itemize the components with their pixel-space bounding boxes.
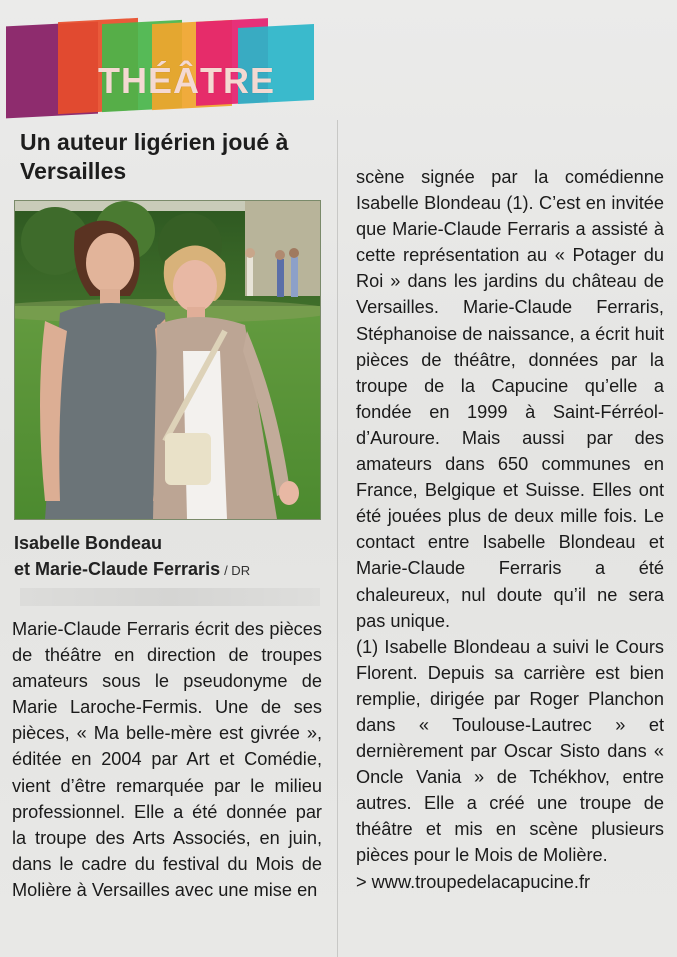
caption-line-1: Isabelle Bondeau — [14, 533, 163, 553]
web-link[interactable]: > www.troupedelacapucine.fr — [356, 871, 591, 892]
article-column-right — [356, 164, 664, 895]
article-paragraph-continued: scène signée par la comédienne Isabelle Blondeau (1). C’est en invitée que Marie-Claude Ferraris a assisté à cette représentation au « Potager du Roi » dans les jardins du château de Versailles. Marie-Claude Ferraris, Stéphanoise de naissance, a écrit huit pièces de théâtre, données par la troupe de la Capucine qu’elle a fondée en 1999 à Saint-Férréol-d’Auroure. Mais aussi par des amateurs dans 650 communes en France, Belgique et Suisse. Elles ont été jouées plus de deux mille fois. Le contact entre Isabelle Blondeau et Marie-Claude Ferraris a été chaleureux, nul doute qu’il ne sera pas unique. — [356, 167, 664, 631]
section-banner — [6, 16, 316, 120]
article-photo — [14, 200, 321, 520]
article-column-left — [12, 616, 322, 903]
photo-credit: / DR — [224, 563, 251, 578]
caption-line-2 — [14, 556, 324, 584]
footnote: (1) Isabelle Blondeau a suivi le Cours Florent. Depuis sa carrière est bien remplie, dirigée par Roger Planchon dans « Toulouse-Lautrec » et dernièrement par Oscar Sisto dans « Oncle Vania » de Tchékhov, entre autres. Elle a créé une troupe de théâtre et mis en scène plusieurs pièces pour le Mois de Molière. — [356, 636, 664, 866]
bleed-through-text — [20, 588, 320, 606]
section-title: THÉÂTRE — [98, 60, 275, 101]
photo-caption — [14, 530, 324, 584]
column-divider — [337, 120, 338, 957]
caption-line-2-text: et Marie-Claude Ferraris — [14, 559, 221, 579]
article-paragraph: Marie-Claude Ferraris écrit des pièces de théâtre en direction de troupes amateurs sous le pseudonyme de Marie Laroche-Fermis. Une de ses pièces, « Ma belle-mère est givrée », éditée en 2004 par Art et Comédie, vient d’être remarquée par le milieu professionnel. Elle a été donnée par la troupe des Arts Associés, en juin, dans le cadre du festival du Mois de Molière à Versailles avec une mise en — [12, 619, 322, 900]
article-headline: Un auteur ligérien joué à Versailles — [20, 129, 289, 184]
